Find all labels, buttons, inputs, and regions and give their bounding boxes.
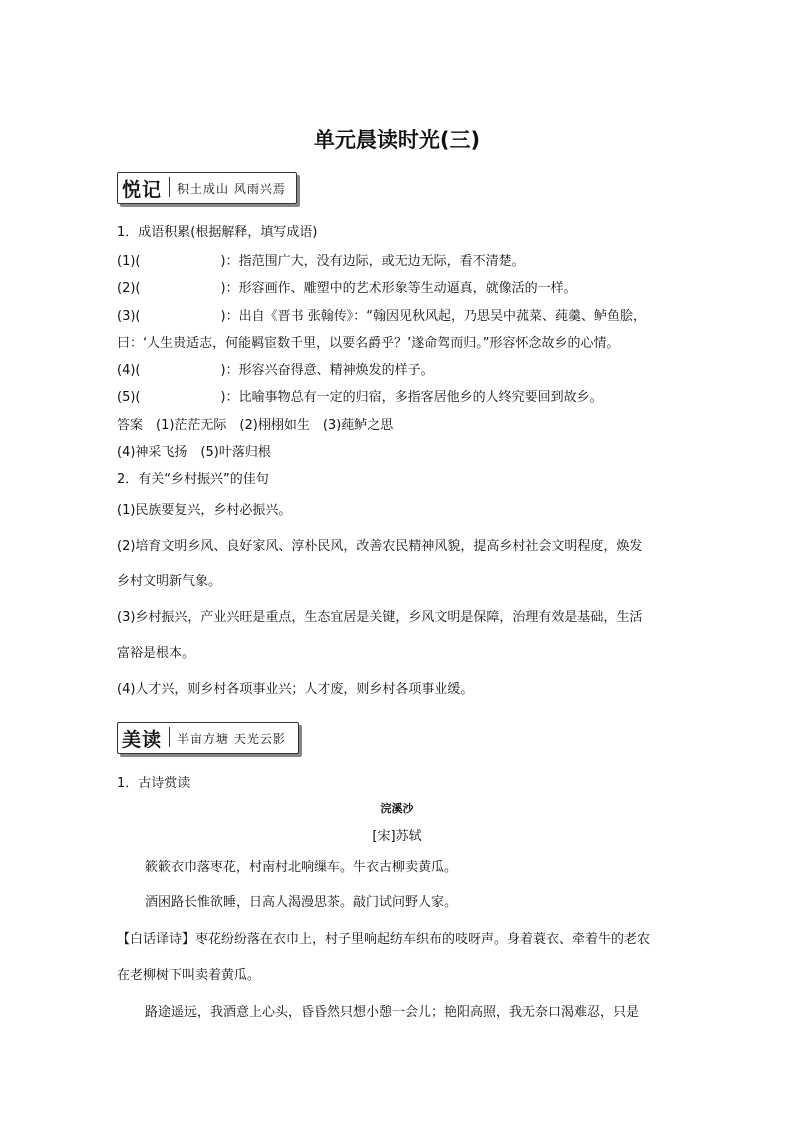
quote-line: 乡村文明新气象。: [117, 574, 222, 589]
banner-subtitle: 半亩方塘 天光云影: [177, 732, 286, 746]
banner-title: 悦记: [122, 179, 163, 201]
section-heading-idioms: 1．成语积累(根据解释，填写成语): [117, 225, 318, 240]
poem-author: [宋]苏轼: [372, 829, 422, 844]
quote-line: (3)乡村振兴，产业兴旺是重点，生态宜居是关键，乡风文明是保障，治理有效是基础，生活: [117, 610, 643, 625]
poem-title: 浣溪沙: [380, 802, 414, 815]
quote-line: (1)民族要复兴，乡村必振兴。: [117, 503, 292, 518]
idiom-item: (5)( )：比喻事物总有一定的归宿，多指客居他乡的人终究要回到故乡。: [117, 390, 603, 405]
section-heading-poem: 1．古诗赏读: [117, 776, 191, 791]
banner-subtitle: 积土成山 风雨兴焉: [177, 182, 286, 196]
quote-line: 富裕是根本。: [117, 646, 196, 661]
translation-line: 在老柳树下叫卖着黄瓜。: [117, 968, 261, 983]
section-heading-quotes: 2．有关“乡村振兴”的佳句: [117, 472, 269, 487]
translation-line: 【白话译诗】枣花纷纷落在衣巾上，村子里响起纺车织布的吱呀声。身着蓑衣、牵着牛的老农: [117, 932, 651, 947]
idiom-item: (3)( )：出自《晋书 张翰传》：“翰因见秋风起，乃思吴中菰菜、莼羹、鲈鱼脍，: [117, 309, 646, 324]
idiom-item: (1)( )：指范围广大，没有边际，或无边无际，看不清楚。: [117, 254, 525, 269]
translation-line: 路途遥远，我酒意上心头，昏昏然只想小憩一会儿；艳阳高照，我无奈口渴难忍，只是: [145, 1005, 640, 1020]
quote-line: (2)培育文明乡风、良好家风、淳朴民风，改善农民精神风貌，提高乡村社会文明程度，焕发: [117, 539, 643, 554]
translation-label: 【白话译诗】: [117, 932, 196, 947]
answer-line: (4)神采飞扬 (5)叶落归根: [117, 445, 271, 460]
poem-line: 簌簌衣巾落枣花，村南村北响缫车。牛衣古柳卖黄瓜。: [145, 860, 458, 875]
quote-line: (4)人才兴，则乡村各项事业兴；人才废，则乡村各项事业缓。: [117, 682, 474, 697]
section-banner-meidu: [117, 722, 301, 756]
poem-line: 酒困路长惟欲睡，日高人渴漫思茶。敲门试问野人家。: [145, 895, 458, 910]
idiom-item: (4)( )：形容兴奋得意、精神焕发的样子。: [117, 363, 434, 378]
idiom-item: (2)( )：形容画作、雕塑中的艺术形象等生动逼真，就像活的一样。: [117, 281, 577, 296]
page-title: 单元晨读时光(三): [313, 128, 481, 152]
answer-line: 答案 (1)茫茫无际 (2)栩栩如生 (3)莼鲈之思: [117, 418, 394, 433]
section-banner-yueji: [117, 172, 299, 206]
idiom-item-continued: 曰：‘人生贵适志，何能羁宦数千里，以要名爵乎？’遂命驾而归。”形容怀念故乡的心情。: [117, 336, 620, 351]
banner-title: 美读: [122, 729, 163, 751]
